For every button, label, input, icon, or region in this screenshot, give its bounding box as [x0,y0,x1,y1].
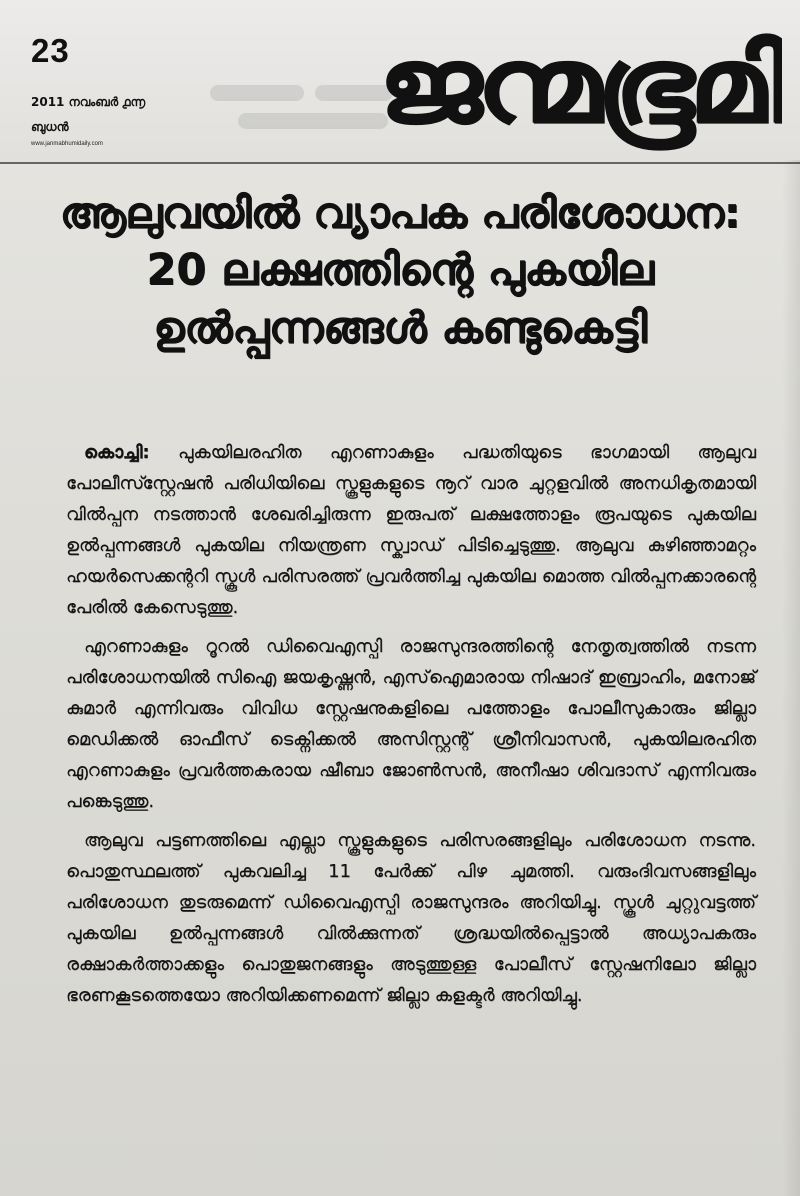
article-paragraph: എറണാകുളം റൂറൽ ഡിവൈഎസ്പി രാജസുന്ദരത്തിന്റെ നേതൃത്വത്തിൽ നടന്ന പരിശോധനയിൽ സിഐ ജയകൃഷ്ണൻ, എസ്ഐമാരായ നിഷാദ് ഇബ്രാഹിം, മനോജ് കുമാർ എന്നിവരും വിവിധ സ്റ്റേഷനുകളിലെ പത്തോളം പോലീസുകാരും ജില്ലാ മെഡിക്കൽ ഓഫീസ് ടെക്നിക്കൽ അസിസ്റ്റന്റ് ശ്രീനിവാസൻ, പുകയിലരഹിത എറണാകുളം പ്രവർത്തകരായ ഷീബാ ജോൺസൻ, അനീഷാ ശിവദാസ് എന്നിവരും പങ്കെടുത്തു. [66,636,756,812]
paragraph-text: പുകയിലരഹിത എറണാകുളം പദ്ധതിയുടെ ഭാഗമായി ആലുവ പോലീസ്സ്റ്റേഷൻ പരിധിയിലെ സ്കൂളുകളുടെ നൂറ് വാര ചുറ്റളവിൽ അനധികൃതമായി വിൽപ്പന നടത്താൻ ശേഖരിച്ചിരുന്ന ഇരുപത് ലക്ഷത്തോളം രൂപയുടെ പുകയില ഉൽപ്പന്നങ്ങൾ പുകയില നിയന്ത്രണ സ്ക്വാഡ് പിടിച്ചെടുത്തു. ആലുവ കുഴിഞ്ഞാമറ്റം ഹയർസെക്കന്ററി സ്കൂൾ പരിസരത്ത് പ്രവർത്തിച്ച പുകയില മൊത്ത വിൽപ്പനക്കാരന്റെ പേരിൽ കേസെടുത്തു. [66,442,756,618]
masthead [0,0,800,164]
publication-day: ബുധൻ [31,120,69,134]
page-number: 23 [31,32,70,69]
article-body [66,437,756,1019]
newspaper-logo-text: ജന്മഭൂമി [377,30,782,146]
publication-date: 2011 നവംബർ ൧൬ [31,95,146,109]
headline-line-2: 20 ലക്ഷത്തിന്റെ പുകയില [146,244,654,295]
article-headline [0,188,800,354]
page-edge-shadow [782,160,800,1196]
headline-line-1: ആലുവയിൽ വ്യാപക പരിശോധന: [59,188,741,237]
headline-line-3: ഉൽപ്പന്നങ്ങൾ കണ്ടുകെട്ടി [153,303,647,354]
dateline: കൊച്ചി: [84,442,150,463]
website-url: www.janmabhumidaily.com [31,141,103,147]
article-paragraph: ആലുവ പട്ടണത്തിലെ എല്ലാ സ്കൂളുകളുടെ പരിസരങ്ങളിലും പരിശോധന നടന്നു. പൊതുസ്ഥലത്ത് പുകവലിച്ച 11 പേർക്ക് പിഴ ചുമത്തി. വരുംദിവസങ്ങളിലും പരിശോധന തുടരുമെന്ന് ഡിവൈഎസ്പി രാജസുന്ദരം അറിയിച്ചു. സ്കൂൾ ചുറ്റുവട്ടത്ത് പുകയില ഉൽപ്പന്നങ്ങൾ വിൽക്കുന്നത് ശ്രദ്ധയിൽപ്പെട്ടാൽ അധ്യാപകരും രക്ഷാകർത്താക്കളും പൊതുജനങ്ങളും അടുത്തുള്ള പോലീസ് സ്റ്റേഷനിലോ ജില്ലാ ഭരണകൂടത്തെയോ അറിയിക്കണമെന്ന് ജില്ലാ കളക്ടർ അറിയിച്ചു. [66,830,756,1006]
article-paragraph [66,437,756,623]
newspaper-logo [302,30,782,155]
